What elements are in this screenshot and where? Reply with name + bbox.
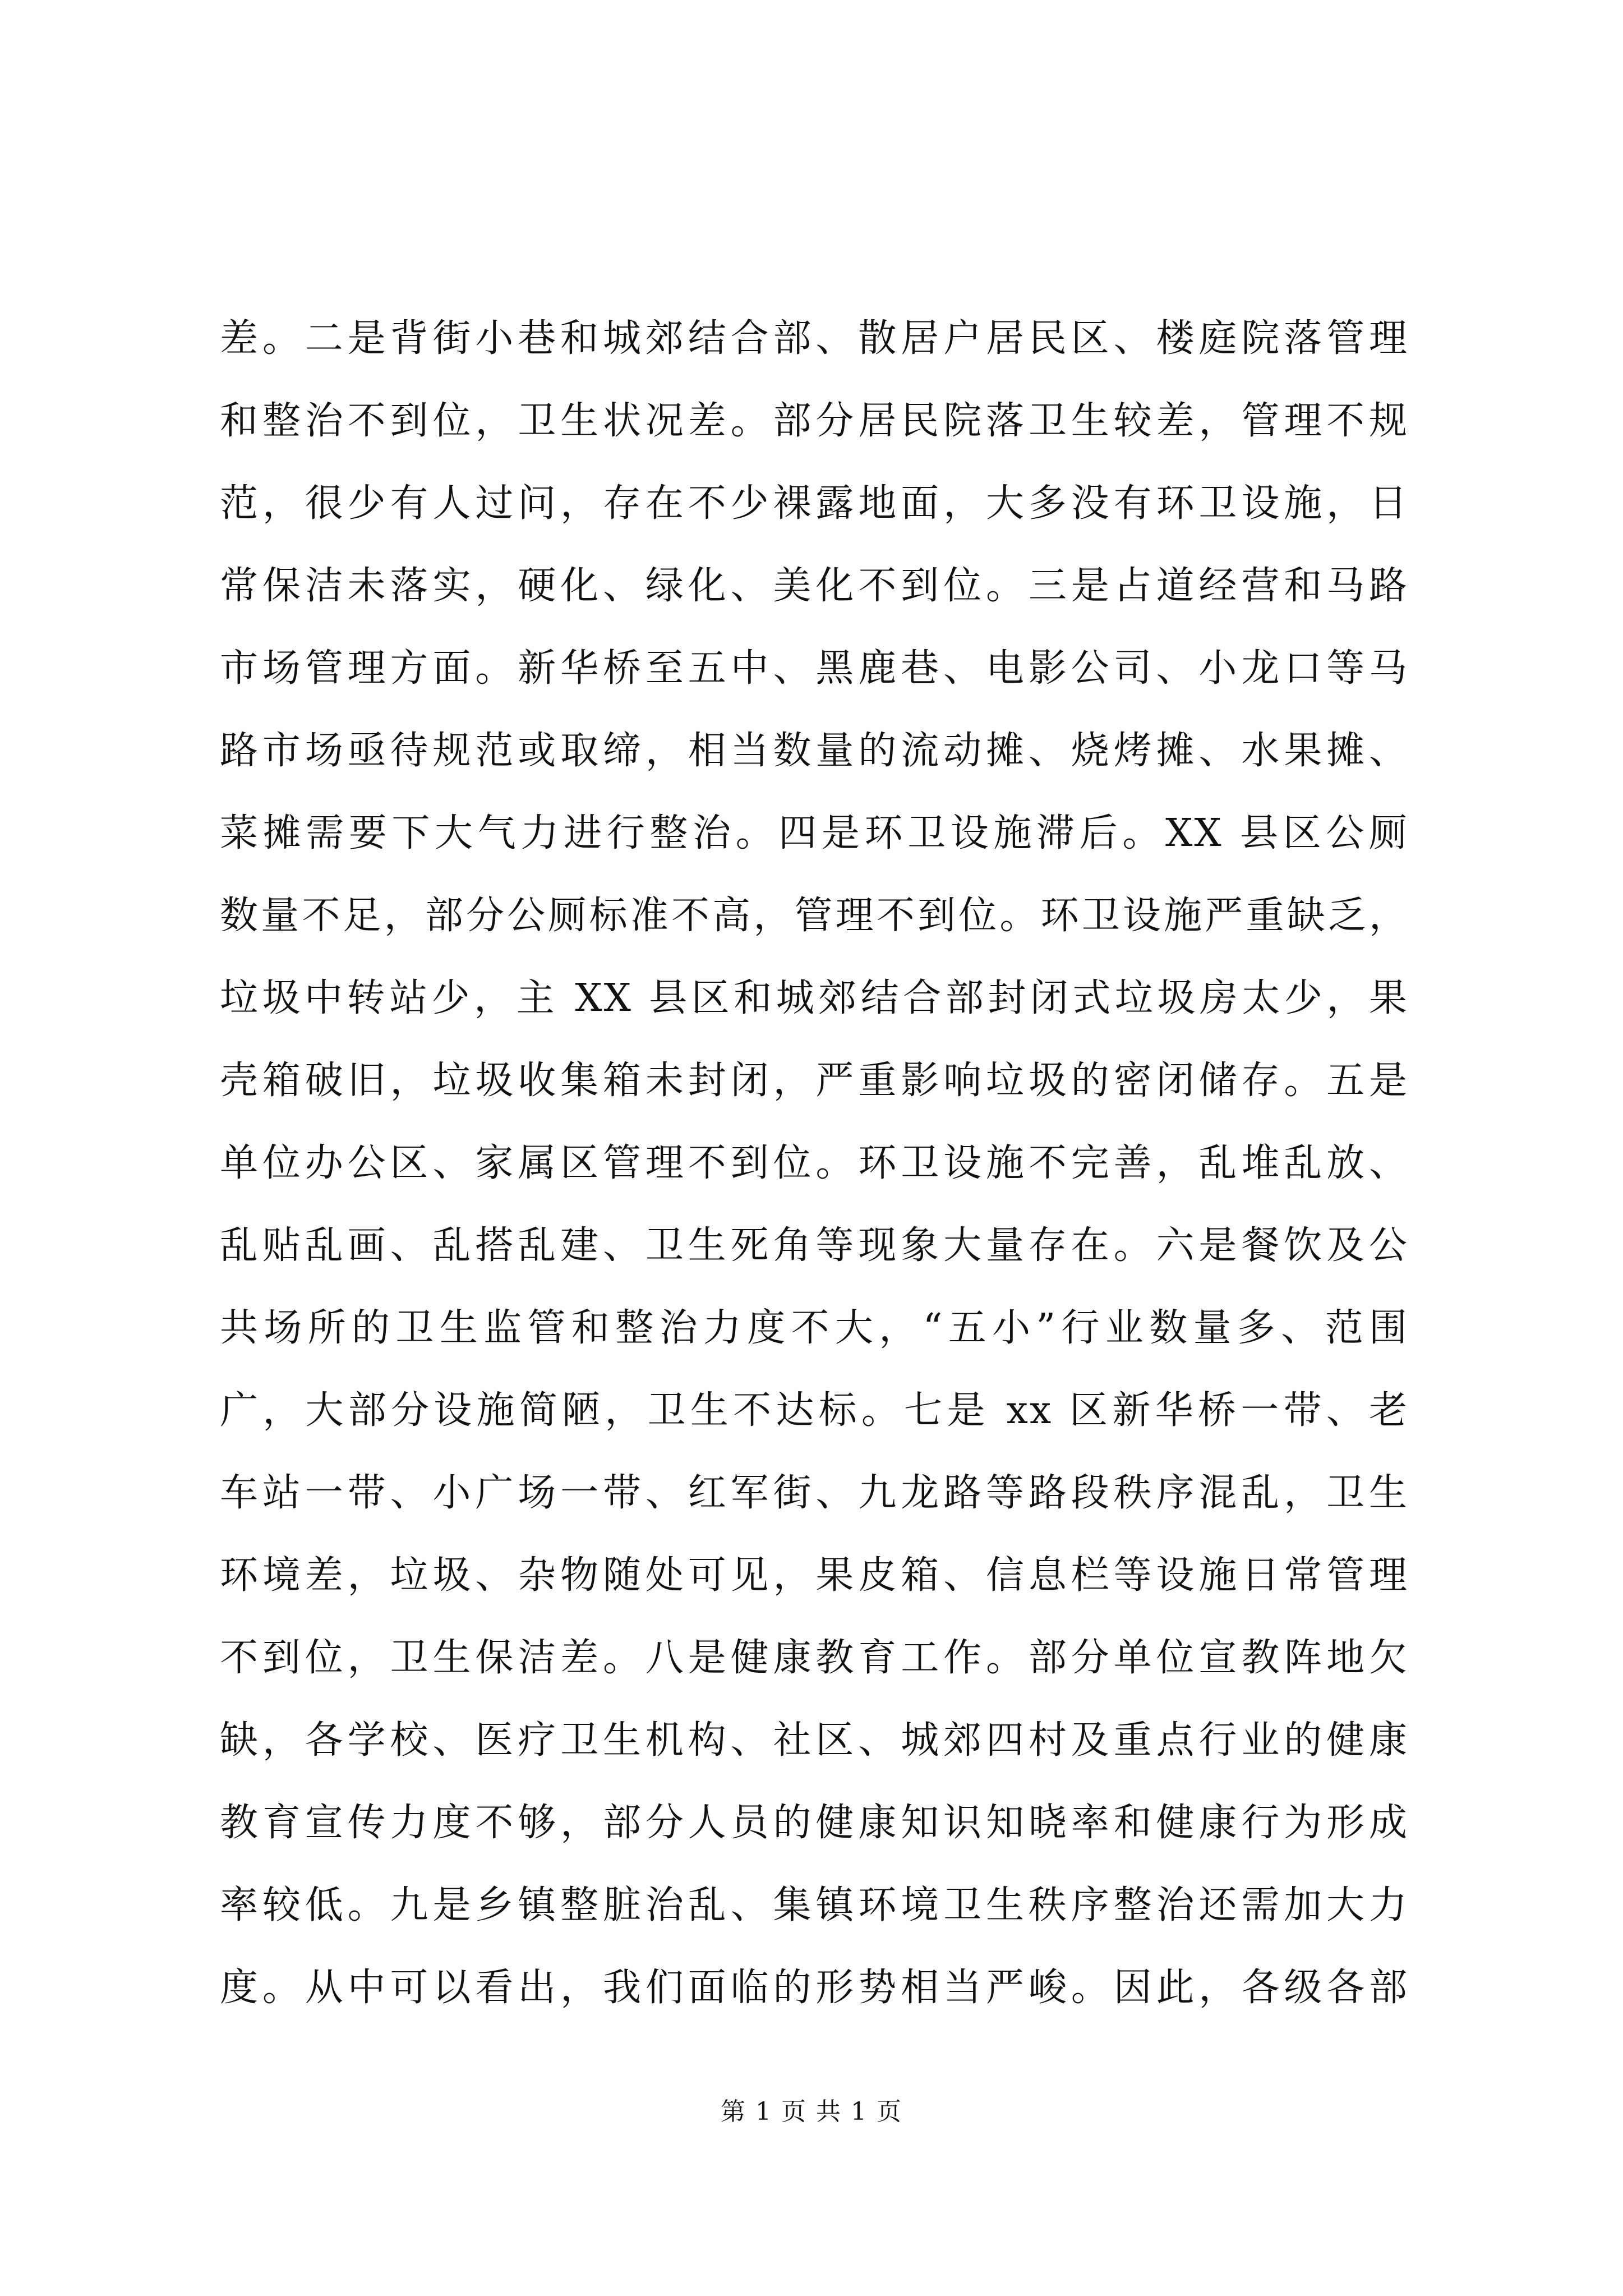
text-line: 壳箱破旧，垃圾收集箱未封闭，严重影响垃圾的密闭储存。五是 [220,1059,1409,1103]
text-line: 数量不足，部分公厕标准不高，管理不到位。环卫设施严重缺乏， [220,894,1409,938]
text-line: 环境差，垃圾、杂物随处可见，果皮箱、信息栏等设施日常管理 [220,1553,1409,1598]
text-line: 和整治不到位，卫生状况差。部分居民院落卫生较差，管理不规 [220,399,1409,443]
body-text [220,297,1409,2029]
text-line: 单位办公区、家属区管理不到位。环卫设施不完善，乱堆乱放、 [220,1141,1409,1185]
text-line: 乱贴乱画、乱搭乱建、卫生死角等现象大量存在。六是餐饮及公 [220,1223,1409,1268]
text-line: 差。二是背街小巷和城郊结合部、散居户居民区、楼庭院落管理 [220,316,1409,361]
text-line: 缺，各学校、医疗卫生机构、社区、城郊四村及重点行业的健康 [220,1718,1409,1763]
page-footer [0,2095,1623,2129]
text-line: 车站一带、小广场一带、红军街、九龙路等路段秩序混乱，卫生 [220,1471,1409,1515]
page-number-label: 第 1 页 共 1 页 [721,2097,902,2126]
text-line: 常保洁未落实，硬化、绿化、美化不到位。三是占道经营和马路 [220,564,1409,608]
text-line: 垃圾中转站少，主 XX 县区和城郊结合部封闭式垃圾房太少，果 [220,976,1409,1020]
text-line: 率较低。九是乡镇整脏治乱、集镇环境卫生秩序整治还需加大力 [220,1883,1409,1927]
text-line: 路市场亟待规范或取缔，相当数量的流动摊、烧烤摊、水果摊、 [220,729,1409,773]
text-line: 范，很少有人过问，存在不少裸露地面，大多没有环卫设施，日 [220,481,1409,526]
text-line: 教育宣传力度不够，部分人员的健康知识知晓率和健康行为形成 [220,1801,1409,1845]
text-line: 广，大部分设施简陋，卫生不达标。七是 xx 区新华桥一带、老 [220,1388,1409,1433]
text-line: 不到位，卫生保洁差。八是健康教育工作。部分单位宣教阵地欠 [220,1636,1409,1680]
text-line: 度。从中可以看出，我们面临的形势相当严峻。因此，各级各部 [220,1966,1409,2010]
text-line: 共场所的卫生监管和整治力度不大，“五小”行业数量多、范围 [220,1306,1409,1350]
text-line: 市场管理方面。新华桥至五中、黑鹿巷、电影公司、小龙口等马 [220,646,1409,691]
text-line: 菜摊需要下大气力进行整治。四是环卫设施滞后。XX 县区公厕 [220,811,1409,855]
